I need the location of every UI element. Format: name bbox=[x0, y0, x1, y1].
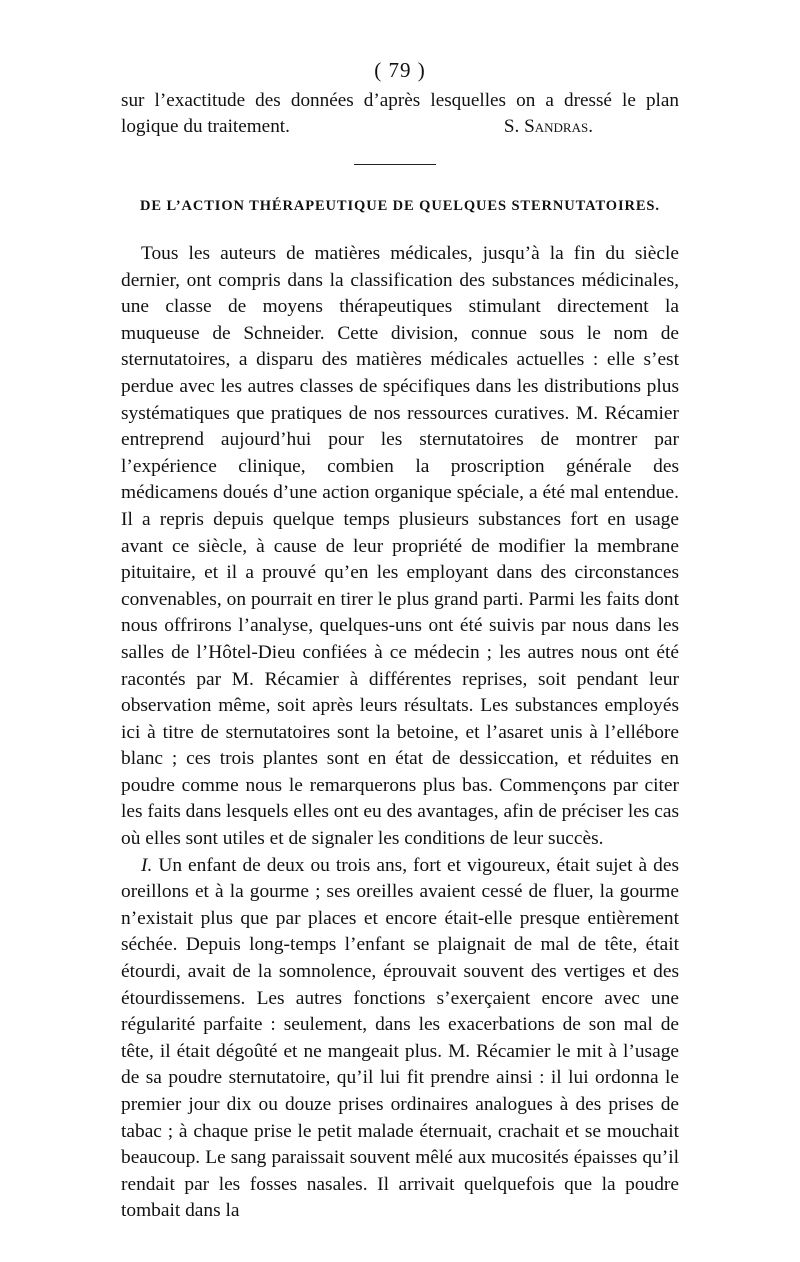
intro-passage bbox=[121, 88, 679, 141]
intro-text: sur l’exactitude des données d’après lesquelles on a dressé le plan logique du traitement. bbox=[121, 90, 679, 138]
signature-initial: S. bbox=[503, 116, 520, 138]
section-title: DE L’ACTION THÉRAPEUTIQUE DE QUELQUES STERNUTATOIRES. bbox=[140, 198, 660, 214]
paragraph-case-one bbox=[121, 853, 679, 1225]
case-number: I. bbox=[141, 854, 153, 876]
section-divider bbox=[354, 164, 436, 165]
article-body bbox=[121, 241, 679, 1225]
case-one-text: Un enfant de deux ou trois ans, fort et vigoureux, était sujet à des oreillons et à la gourme ; ses oreilles avaient cessé de fluer, la gourme n’existait plus que par places et encore était-elle presque entièrement séchée. Depuis long-temps l’enfant se plaignait de mal de tête, était étourdi, avait de la somnolence, éprouvait souvent des vertiges et des étourdissemens. Les autres fonctions s’exerçaient encore avec une régularité parfaite : seulement, dans les exacerbations de son mal de tête, il était dégoûté et ne mangeait plus. M. Récamier le mit à l’usage de sa poudre sternutatoire, qu’il lui fit prendre ainsi : il lui ordonna le premier jour dix ou douze prises ordinaires analogues à des prises de tabac ; à chaque prise le petit malade éternuait, crachait et se mouchait beaucoup. Le sang paraissait souvent mêlé aux mucosités épaisses qu’il rendait par les fosses nasales. Il arrivait quelquefois que la poudre tombait dans la bbox=[121, 854, 679, 1222]
page-number: ( 79 ) bbox=[374, 58, 426, 82]
author-signature bbox=[504, 114, 593, 140]
intro-paragraph bbox=[121, 88, 679, 141]
paragraph-introduction: Tous les auteurs de matières médicales, jusqu’à la fin du siècle dernier, ont compris dans la classification des substances médicinales, une classe de moyens thérapeutiques stimulant directement la muqueuse de Schneider. Cette division, connue sous le nom de sternutatoires, a disparu des matières médicales actuelles : elle s’est perdue avec les autres classes de spécifiques dans les distributions plus systématiques que pratiques de nos ressources curatives. M. Récamier entreprend aujourd’hui pour les sternutatoires de montrer par l’expérience clinique, combien la proscription générale des médicamens doués d’une action organique spéciale, a été mal entendue. Il a repris depuis quelque temps plusieurs substances fort en usage avant ce siècle, à cause de leur propriété de modifier la membrane pituitaire, et il a prouvé qu’en les employant dans des circonstances convenables, on pourrait en tirer le plus grand parti. Parmi les faits dont nous offrirons l’analyse, quelques-uns ont été suivis par nous dans les salles de l’Hôtel-Dieu confiées à ce médecin ; les autres nous ont été racontés par M. Récamier à différentes reprises, soit pendant leur observation même, soit après leurs résultats. Les substances employés ici à titre de sternutatoires sont la betoine, et l’asaret unis à l’ellébore blanc ; ces trois plantes sont en état de dessiccation, et réduites en poudre comme nous le remarquerons plus bas. Commençons par citer les faits dans lesquels elles ont eu des avantages, afin de préciser les cas où elles sont utiles et de signaler les conditions de leur succès. bbox=[121, 243, 679, 850]
signature-name: Sandras. bbox=[524, 116, 593, 138]
